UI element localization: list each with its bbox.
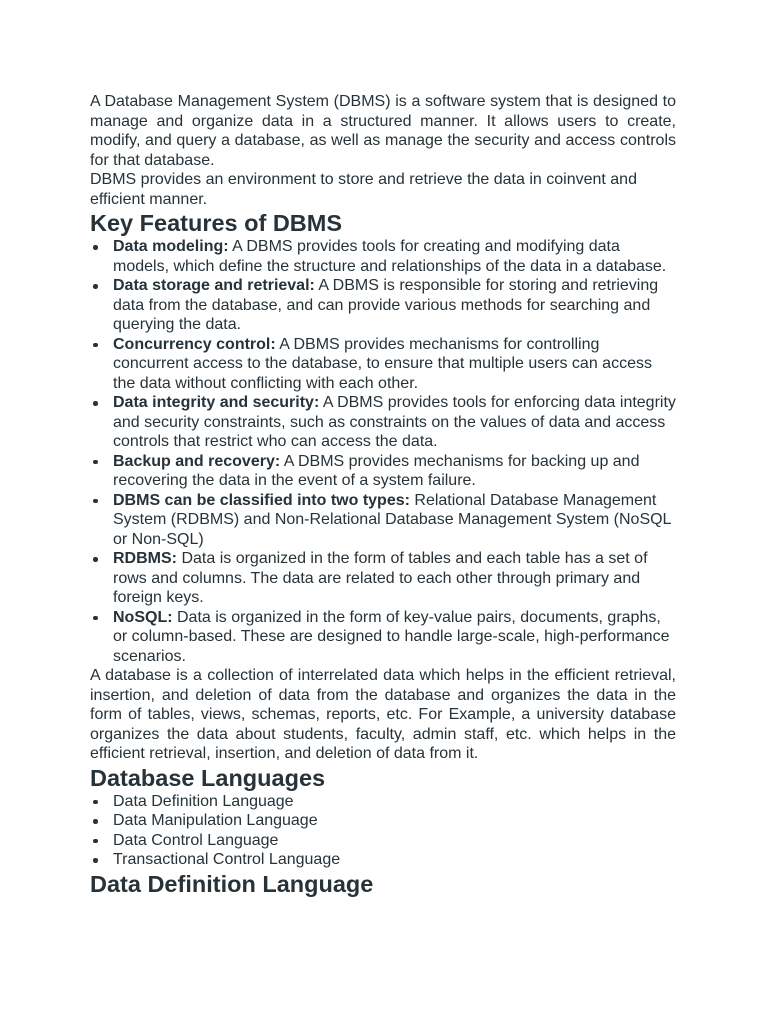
feature-item-dbms-types: [113, 491, 676, 550]
feature-term: Concurrency control:: [113, 335, 276, 353]
feature-item-backup-recovery: [113, 452, 676, 491]
feature-text: Data is organized in the form of tables and each table has a set of rows and columns. The data are related to each other through primary and foreign keys.: [113, 550, 648, 606]
feature-item-nosql: [113, 608, 676, 667]
feature-term: Data integrity and security:: [113, 394, 320, 411]
feature-text: A DBMS is responsible for storing and retrieving data from the database, and can provide various methods for searching and querying the data.: [113, 277, 659, 333]
intro-paragraph-2: DBMS provides an environment to store and retrieve the data in coinvent and efficient manner.: [90, 171, 637, 208]
feature-item-rdbms: [113, 549, 676, 608]
database-languages-heading: Database Languages: [90, 764, 326, 791]
feature-term: Data storage and retrieval:: [113, 277, 315, 294]
feature-term: NoSQL:: [113, 608, 173, 626]
feature-term: Backup and recovery:: [113, 452, 281, 470]
key-features-list: [90, 237, 676, 666]
feature-text: A DBMS provides tools for enforcing data integrity and security constraints, such as constraints on the values of data and access controls that restrict who can access the data.: [113, 394, 676, 450]
feature-item-integrity-security: [113, 393, 676, 452]
feature-text: Relational Database Management System (RDBMS) and Non-Relational Database Management System (NoSQL or Non-SQL): [113, 491, 671, 548]
intro-paragraph-1: A Database Management System (DBMS) is a software system that is designed to manage and organize data in a structured manner. It allows users to create, modify, and query a database, as well as manage the security and access controls for that database.: [90, 93, 676, 169]
feature-item-data-modeling: [113, 237, 676, 276]
feature-text: Data is organized in the form of key-value pairs, documents, graphs, or column-based. These are designed to handle large-scale, high-performance scenarios.: [113, 608, 670, 665]
document-page: [90, 92, 676, 898]
feature-item-concurrency-control: [113, 335, 676, 394]
feature-term: Data modeling:: [113, 238, 229, 255]
feature-text: A DBMS provides mechanisms for backing up and recovering the data in the event of a system failure.: [113, 452, 640, 489]
language-item: Data Definition Language: [113, 792, 676, 812]
feature-term: DBMS can be classified into two types:: [113, 491, 410, 509]
database-languages-list: [90, 792, 676, 870]
key-features-heading: Key Features of DBMS: [90, 210, 343, 236]
language-item: Data Manipulation Language: [113, 811, 676, 831]
feature-term: RDBMS:: [113, 550, 177, 567]
language-item: Data Control Language: [113, 831, 676, 851]
feature-item-storage-retrieval: [113, 276, 676, 335]
feature-text: A DBMS provides tools for creating and modifying data models, which define the structure and relationships of the data in a database.: [113, 238, 667, 275]
database-paragraph: A database is a collection of interrelated data which helps in the efficient retrieval, insertion, and deletion of data from the database and organizes the data in the form of tables, views, schemas, reports, etc. For Example, a university database organizes the data about students, faculty, admin staff, etc. which helps in the efficient retrieval, insertion, and deletion of data from it.: [90, 667, 676, 762]
ddl-heading: Data Definition Language: [90, 870, 374, 897]
feature-text: A DBMS provides mechanisms for controlling concurrent access to the database, to ensure that multiple users can access the data without conflicting with each other.: [113, 335, 652, 392]
language-item: Transactional Control Language: [113, 850, 676, 870]
